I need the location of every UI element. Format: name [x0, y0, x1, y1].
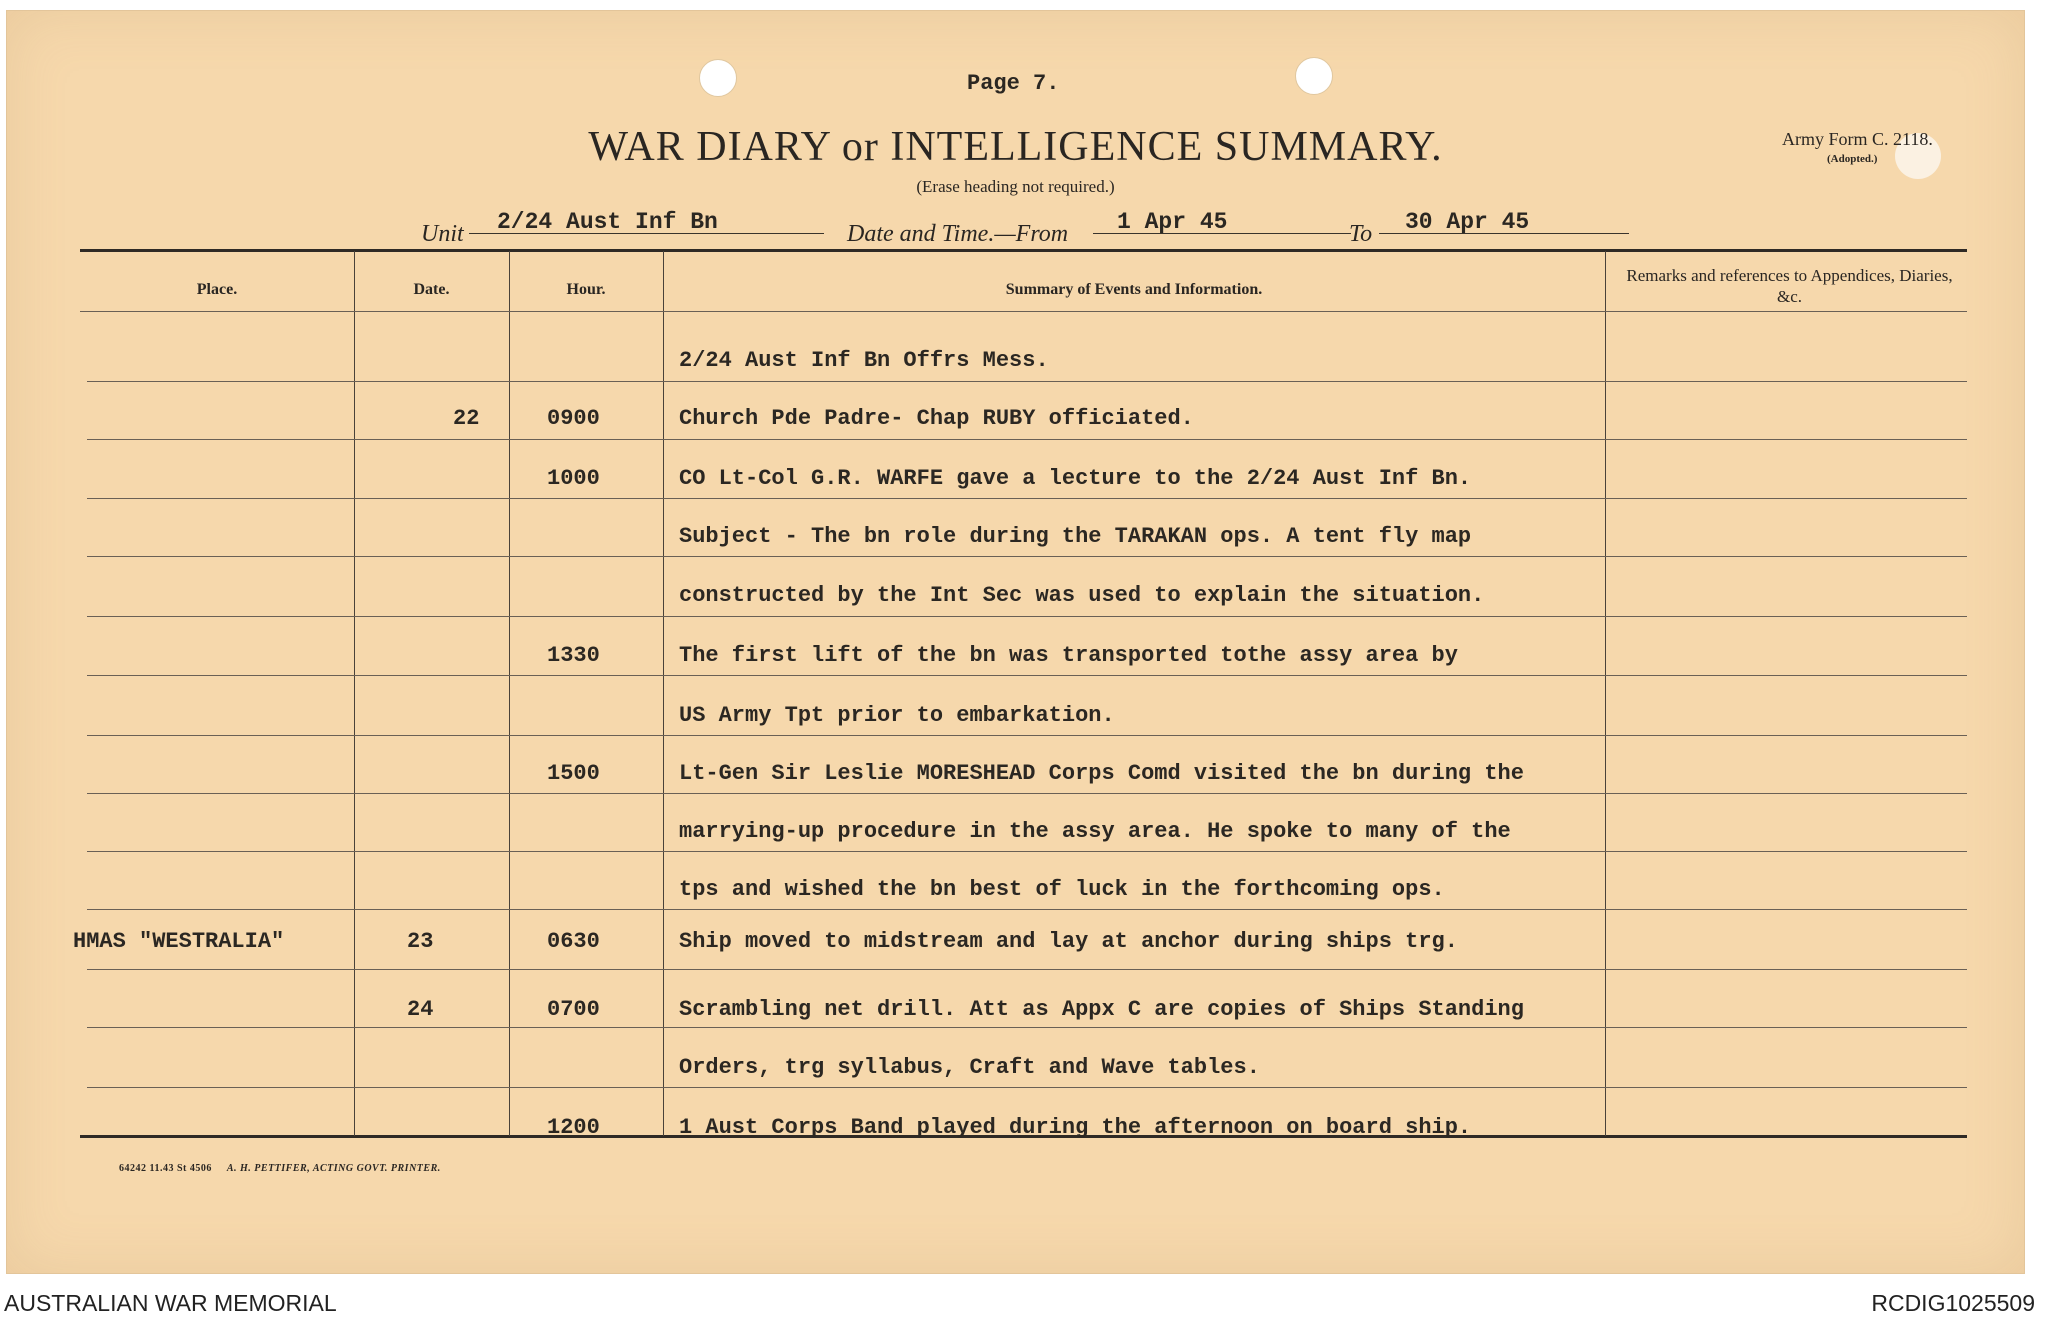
ruled-line: [87, 1027, 1967, 1028]
entry-hour: 1000: [547, 466, 600, 491]
ruled-line: [87, 616, 1967, 617]
ruled-line: [87, 556, 1967, 557]
print-code: 64242 11.43 St 4506: [119, 1163, 212, 1174]
entry-summary: marrying-up procedure in the assy area. He spoke to many of the: [679, 819, 1511, 844]
col-divider-hour-summary: [663, 251, 664, 1136]
ruled-line: [87, 439, 1967, 440]
to-underline: [1379, 233, 1629, 234]
entry-summary: The first lift of the bn was transported tothe assy area by: [679, 643, 1458, 668]
table-top-rule: [80, 249, 1967, 252]
entry-place: HMAS "WESTRALIA": [73, 929, 285, 954]
ruled-line: [87, 969, 1967, 970]
punch-hole-left: [699, 59, 737, 97]
col-divider-summary-remarks: [1605, 251, 1606, 1136]
entry-date: 24: [407, 997, 434, 1022]
date-time-label: Date and Time.—From: [847, 221, 1069, 247]
from-underline: [1093, 233, 1351, 234]
printer-name: A. H. PETTIFER, ACTING GOVT. PRINTER.: [226, 1163, 441, 1174]
header-remarks: Remarks and references to Appendices, Diaries, &c.: [1626, 266, 1953, 306]
ruled-line: [87, 498, 1967, 499]
army-form-number: Army Form C. 2118.: [1782, 129, 1933, 149]
entry-hour: 0700: [547, 997, 600, 1022]
ruled-line: [87, 793, 1967, 794]
entry-summary: Scrambling net drill. Att as Appx C are copies of Ships Standing: [679, 997, 1524, 1022]
punch-hole-right: [1295, 57, 1333, 95]
entry-summary: CO Lt-Col G.R. WARFE gave a lecture to the 2/24 Aust Inf Bn.: [679, 466, 1472, 491]
unit-underline: [469, 233, 824, 234]
ruled-line: [87, 851, 1967, 852]
ruled-line: [87, 1087, 1967, 1088]
header-summary: Summary of Events and Information.: [1005, 281, 1263, 298]
ruled-line: [87, 381, 1967, 382]
form-title: [7, 123, 2024, 171]
entry-hour: 1330: [547, 643, 600, 668]
header-hour: Hour.: [566, 281, 606, 298]
ruled-line: [87, 735, 1967, 736]
ruled-line: [87, 909, 1967, 910]
form-title-text: WAR DIARY or INTELLIGENCE SUMMARY.: [588, 124, 1443, 170]
archive-credit: AUSTRALIAN WAR MEMORIAL: [4, 1290, 337, 1316]
header-date: Date.: [413, 281, 450, 298]
entry-summary: US Army Tpt prior to embarkation.: [679, 703, 1115, 728]
entry-summary: Ship moved to midstream and lay at anchor during ships trg.: [679, 929, 1458, 954]
header-place: Place.: [196, 281, 238, 298]
unit-value: 2/24 Aust Inf Bn: [497, 209, 718, 235]
col-divider-date-hour: [509, 251, 510, 1136]
to-label: To: [1349, 221, 1373, 247]
entry-hour: 0900: [547, 406, 600, 431]
ruled-line: [87, 675, 1967, 676]
to-value: 30 Apr 45: [1405, 209, 1530, 235]
entry-summary: Orders, trg syllabus, Craft and Wave tables.: [679, 1055, 1260, 1080]
entry-summary: 1 Aust Corps Band played during the afternoon on board ship.: [679, 1115, 1472, 1140]
entry-summary: Church Pde Padre- Chap RUBY officiated.: [679, 406, 1194, 431]
entry-hour: 1500: [547, 761, 600, 786]
page-number: Page 7.: [967, 71, 1060, 96]
entry-hour: 1200: [547, 1115, 600, 1140]
archive-id: RCDIG1025509: [1871, 1290, 2035, 1316]
entry-summary: constructed by the Int Sec was used to explain the situation.: [679, 583, 1485, 608]
army-form-adopted: (Adopted.): [1827, 153, 1878, 165]
entry-date: 22: [453, 406, 480, 431]
entry-summary: Lt-Gen Sir Leslie MORESHEAD Corps Comd visited the bn during the: [679, 761, 1524, 786]
diary-sheet: [6, 10, 2025, 1274]
header-underline: [80, 311, 1967, 312]
entry-summary: Subject - The bn role during the TARAKAN ops. A tent fly map: [679, 524, 1472, 549]
printer-imprint: [119, 1163, 441, 1174]
entry-summary: tps and wished the bn best of luck in the forthcoming ops.: [679, 877, 1445, 902]
unit-label: Unit: [421, 221, 464, 247]
form-subtitle: (Erase heading not required.): [916, 177, 1115, 196]
from-value: 1 Apr 45: [1117, 209, 1228, 235]
entry-date: 23: [407, 929, 434, 954]
entry-hour: 0630: [547, 929, 600, 954]
entry-summary: 2/24 Aust Inf Bn Offrs Mess.: [679, 348, 1049, 373]
col-divider-place-date: [354, 251, 355, 1136]
